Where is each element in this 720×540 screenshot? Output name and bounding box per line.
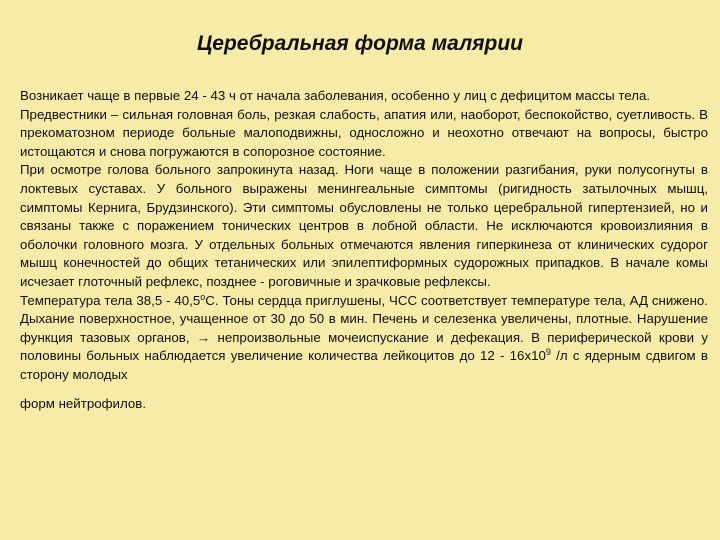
paragraph-precursors: Предвестники – сильная головная боль, резкая слабость, апатия или, наоборот, беспокойство, суетливость. В прекоматозном периоде больные малоподвижны, односложно и неохотно отвечают на вопросы, быстро истощаются и снова погружаются в сопорозное состояние.	[20, 106, 708, 159]
paragraph-onset: Возникает чаще в первые 24 - 43 ч от начала заболевания, особенно у лиц с дефицитом массы тела.	[20, 88, 651, 103]
exponent-superscript: 9	[545, 347, 551, 358]
document-body	[20, 87, 708, 413]
vitals-text: С. Тоны сердца приглушены, ЧСС соответствует температуре тела, АД снижено. Дыхание поверхностное, учащенное от 30 до 50 в мин. Печень и селезенка увеличены, плотные. Нарушение функция тазовых органов,	[20, 292, 709, 345]
arrow-icon: →	[196, 329, 211, 345]
paragraph-examination: При осмотре голова больного запрокинута назад. Ноги чаще в положении разгибания, руки полусогнуты в локтевых суставах. У больного выражены менингеальные симптомы (ригидность затылочных мышц, симптомы Кернига, Брудзинского). Эти симптомы обусловлены не только церебральной гипертензией, но и связаны также с поражением тонических центров в лобной области. Не исключаются кровоизлияния в оболочки головного мозга. У отдельных больных отмечаются явления гиперкинеза от клинических судорог мышц конечностей до общих тетанических или эпилептиформных судорожных припадков. В начале комы исчезает глоточный рефлекс, позднее - роговичные и зрачковые рефлексы.	[20, 162, 708, 289]
paragraph-final: форм нейтрофилов.	[20, 395, 147, 411]
temperature-text: Температура тела 38,5 - 40,5	[20, 292, 201, 308]
blood-text-end: /л с ядерным сдвигом в сторону молодых	[20, 348, 708, 382]
blood-text: непроизвольные мочеиспускание и дефекация. В периферической крови у половины больных наблюдается увеличение количества лейкоцитов до 12 - 16х10	[20, 329, 709, 364]
degree-superscript: о	[200, 291, 206, 302]
paragraph-temperature	[20, 292, 708, 385]
page-title: Церебральная форма малярии	[196, 32, 523, 55]
